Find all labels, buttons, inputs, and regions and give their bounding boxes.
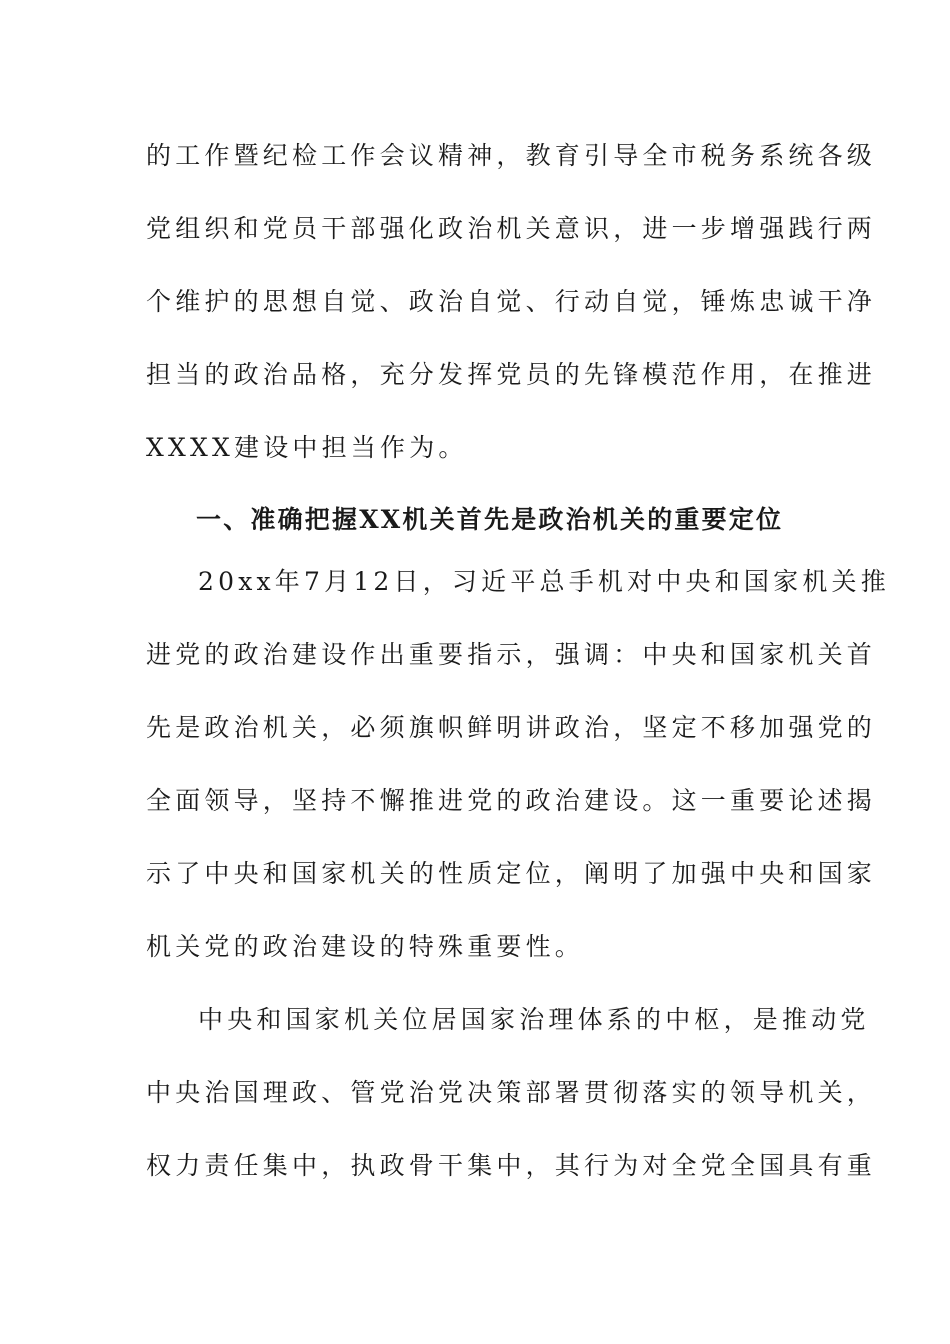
- paragraph-1-line-5: XXXX建设中担当作为。: [146, 433, 468, 462]
- section-heading: 一、准确把握XX机关首先是政治机关的重要定位: [196, 505, 784, 534]
- paragraph-2-line-2: 进党的政治建设作出重要指示，强调：中央和国家机关首: [146, 640, 877, 669]
- paragraph-2-line-1: 20xx年7月12日，习近平总手机对中央和国家机关推: [198, 567, 890, 596]
- paragraph-1-line-4: 担当的政治品格，充分发挥党员的先锋模范作用，在推进: [146, 360, 877, 389]
- paragraph-2-line-6: 机关党的政治建设的特殊重要性。: [146, 932, 585, 961]
- paragraph-3-line-2: 中央治国理政、管党治党决策部署贯彻落实的领导机关，: [146, 1078, 877, 1107]
- paragraph-2-line-3: 先是政治机关，必须旗帜鲜明讲政治，坚定不移加强党的: [146, 713, 877, 742]
- paragraph-1-line-3: 个维护的思想自觉、政治自觉、行动自觉，锤炼忠诚干净: [146, 287, 877, 316]
- paragraph-1-line-1: 的工作暨纪检工作会议精神，教育引导全市税务系统各级: [146, 141, 877, 170]
- paragraph-3-line-3: 权力责任集中，执政骨干集中，其行为对全党全国具有重: [146, 1151, 877, 1180]
- paragraph-2-line-5: 示了中央和国家机关的性质定位，阐明了加强中央和国家: [146, 859, 877, 888]
- paragraph-2-line-4: 全面领导，坚持不懈推进党的政治建设。这一重要论述揭: [146, 786, 877, 815]
- paragraph-1-line-2: 党组织和党员干部强化政治机关意识，进一步增强践行两: [146, 214, 877, 243]
- paragraph-3-line-1: 中央和国家机关位居国家治理体系的中枢，是推动党: [198, 1005, 870, 1034]
